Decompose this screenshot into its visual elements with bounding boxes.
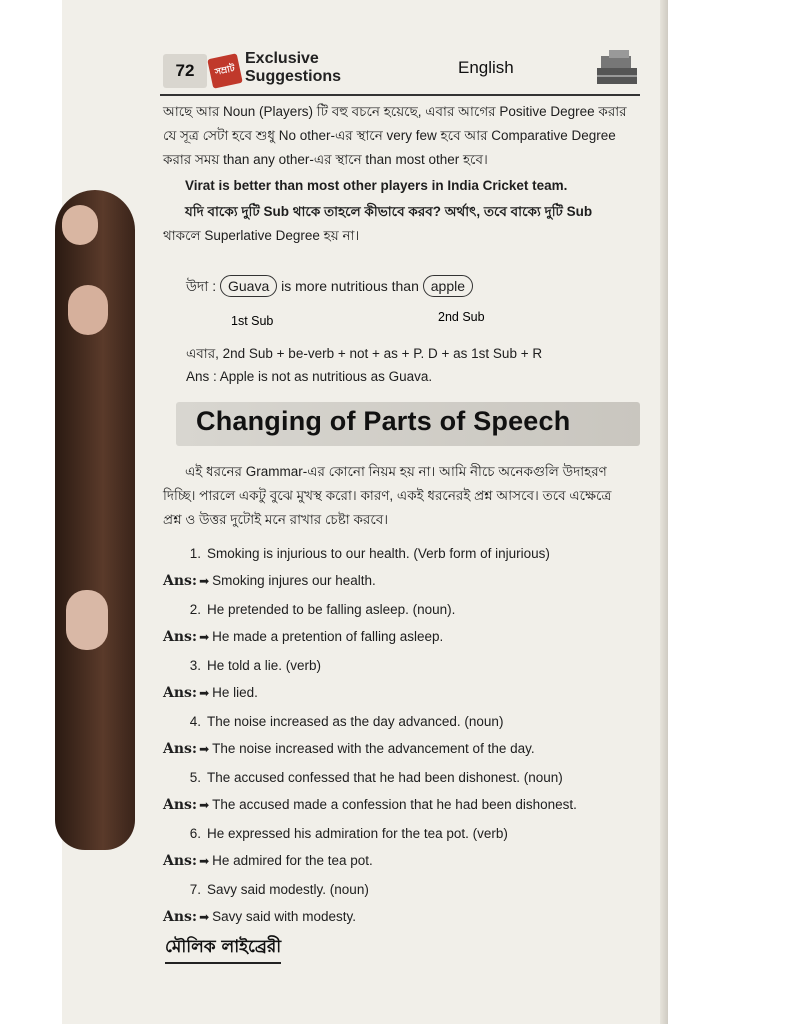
answer-text: He admired for the tea pot. (212, 853, 373, 868)
arrow-icon: ➡ (199, 854, 210, 868)
question-text: The noise increased as the day advanced. (noun) (207, 714, 504, 729)
answer-label: Ans: (163, 741, 198, 757)
example-answer: Ans : Apple is not as nutritious as Guava. (186, 369, 433, 384)
page-number: 72 (163, 54, 207, 88)
question-text: Savy said modestly. (noun) (207, 882, 369, 897)
question-item (163, 546, 641, 561)
intro-line: আছে আর Noun (Players) টি বহু বচনে হয়েছে, এবার আগের Positive Degree করার (163, 104, 627, 119)
question-number: 6. (189, 826, 201, 841)
intro-block (163, 100, 641, 248)
arrow-icon: ➡ (199, 686, 210, 700)
question-number: 7. (189, 882, 201, 897)
rule-line: থাকলে Superlative Degree হয় না। (163, 228, 360, 243)
answer-label: Ans: (163, 629, 198, 645)
section-intro-line: এই ধরনের Grammar-এর কোনো নিয়ম হয় না। আমি নীচে অনেকগুলি উদাহরণ (185, 464, 607, 479)
question-number: 4. (189, 714, 201, 729)
section-intro (163, 460, 641, 532)
answer-item (163, 685, 641, 701)
fingernail (66, 590, 108, 650)
question-text: The accused confessed that he had been dishonest. (noun) (207, 770, 563, 785)
example-sentence: Virat is better than most other players in India Cricket team. (185, 178, 568, 193)
question-item (163, 602, 641, 617)
question-text: He told a lie. (verb) (207, 658, 322, 673)
answer-text: The accused made a confession that he had been dishonest. (212, 797, 577, 812)
section-intro-line: প্রশ্ন ও উত্তর দুটোই মনে রাখার চেষ্টা করবে। (163, 512, 389, 527)
publisher-name: মৌলিক লাইব্রেরী (165, 934, 281, 964)
question-text: He expressed his admiration for the tea pot. (verb) (207, 826, 508, 841)
question-item (163, 826, 641, 841)
intro-line: করার সময় than any other-এর স্থানে than most other হবে। (163, 152, 488, 167)
arrow-icon: ➡ (199, 574, 210, 588)
intro-line: যে সূত্র সেটা হবে শুধু No other-এর স্থানে very few হবে আর Comparative Degree (163, 128, 616, 143)
sub-label-2: 2nd Sub (438, 310, 485, 324)
subject-title: English (458, 58, 514, 77)
question-text: Smoking is injurious to our health. (Verb form of injurious) (207, 546, 550, 561)
answer-text: He made a pretention of falling asleep. (212, 629, 444, 644)
question-item (163, 658, 641, 673)
question-item (163, 882, 641, 897)
section-intro-line: দিচ্ছি। পারলে একটু বুঝে মুখস্থ করো। কারণ, একই ধরনেরই প্রশ্ন আসবে। তবে এক্ষেত্রে (163, 488, 612, 503)
answer-item (163, 629, 641, 645)
answer-label: Ans: (163, 853, 198, 869)
question-text: He pretended to be falling asleep. (noun). (207, 602, 456, 617)
question-item (163, 714, 641, 729)
question-number: 2. (189, 602, 201, 617)
page-header (163, 46, 638, 96)
example-row (186, 275, 646, 299)
answer-item (163, 797, 641, 813)
fingernail (62, 205, 98, 245)
rule-line: যদি বাক্যে দুটি Sub থাকে তাহলে কীভাবে করব? অর্থাৎ, তবে বাক্যে দুটি Sub (185, 204, 593, 219)
answer-text: Smoking injures our health. (212, 573, 376, 588)
question-number: 5. (189, 770, 201, 785)
question-number: 3. (189, 658, 201, 673)
answer-text: He lied. (212, 685, 258, 700)
fingernail (68, 285, 108, 335)
books-icon (595, 48, 641, 88)
page-edge (660, 0, 668, 1024)
arrow-icon: ➡ (199, 798, 210, 812)
circled-subject-2: apple (423, 275, 473, 297)
answer-item (163, 573, 641, 589)
formula-line: এবার, 2nd Sub + be-verb + not + as + P. D + as 1st Sub + R (186, 346, 543, 361)
circled-subject-1: Guava (220, 275, 277, 297)
header-rule (160, 94, 640, 96)
brand-suggestions: Suggestions (245, 68, 342, 85)
arrow-icon: ➡ (199, 742, 210, 756)
answer-label: Ans: (163, 909, 198, 925)
arrow-icon: ➡ (199, 630, 210, 644)
answer-label: Ans: (163, 573, 198, 589)
section-title: Changing of Parts of Speech (196, 406, 571, 436)
answer-item (163, 853, 641, 869)
answer-item (163, 741, 641, 757)
answer-text: Savy said with modesty. (212, 909, 356, 924)
example-middle: is more nutritious than (281, 278, 419, 294)
answer-label: Ans: (163, 685, 198, 701)
brand-exclusive: Exclusive (245, 50, 319, 67)
brand-logo: সম্রাট (207, 53, 243, 89)
sub-label-1: 1st Sub (231, 314, 274, 328)
arrow-icon: ➡ (199, 910, 210, 924)
answer-text: The noise increased with the advancement of the day. (212, 741, 535, 756)
answer-item (163, 909, 641, 925)
question-number: 1. (189, 546, 201, 561)
answer-label: Ans: (163, 797, 198, 813)
example-prefix: উদা : (186, 278, 217, 294)
question-item (163, 770, 641, 785)
